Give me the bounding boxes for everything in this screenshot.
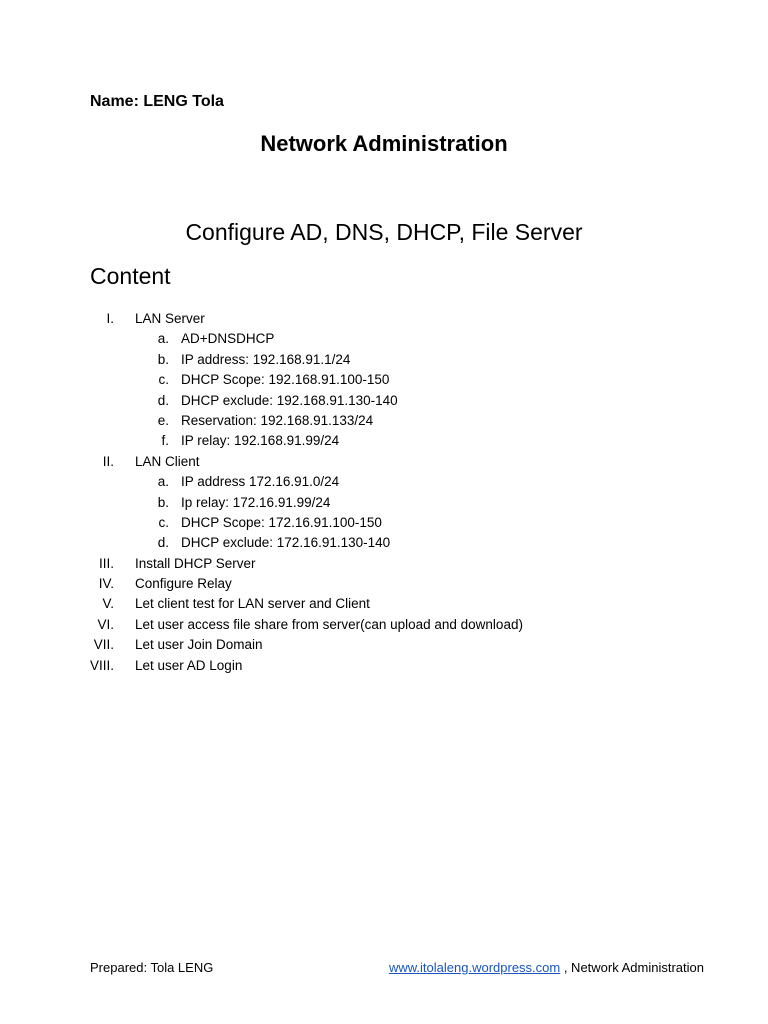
footer-prepared: Prepared: Tola LENG [90,960,214,975]
outline-subitem-letter: d. [157,535,169,551]
outline-item-text: LAN Server [135,311,205,326]
outline-item [0,594,768,614]
outline-subitem-text: AD+DNSDHCP [181,331,275,347]
outline-item-number: IV. [98,576,114,592]
content-outline [0,309,768,676]
outline-subitem [0,493,768,513]
outline-subitem-text: DHCP exclude: 192.168.91.130-140 [181,392,398,408]
outline-item [0,309,768,329]
outline-subitem-letter: c. [158,514,169,530]
outline-subitem-text: DHCP exclude: 172.16.91.130-140 [181,535,391,551]
outline-subitem-text: IP address: 192.168.91.1/24 [181,351,351,367]
outline-subitem-text: Reservation: 192.168.91.133/24 [181,412,374,428]
outline-subitem [0,391,768,411]
outline-item-number: VII. [93,637,114,653]
outline-subitem [0,370,768,390]
outline-item [0,615,768,635]
outline-subitem [0,350,768,370]
outline-item-number: V. [102,596,114,612]
outline-subitem-text: IP address 172.16.91.0/24 [181,474,340,490]
outline-subitem-letter: a. [157,331,169,347]
outline-item [0,656,768,676]
outline-item [0,554,768,574]
outline-subitem [0,513,768,533]
outline-subitem-letter: c. [158,372,169,388]
outline-item-text: Let user access file share from server(can upload and download) [135,616,523,632]
outline-item-number: VIII. [89,657,114,673]
outline-subitem [0,533,768,553]
document-title: Network Administration [260,131,508,156]
outline-subitem-text: IP relay: 192.168.91.99/24 [181,433,340,449]
content-heading: Content [90,263,171,289]
outline-subitem-text: DHCP Scope: 192.168.91.100-150 [181,372,390,388]
outline-item-text: Let client test for LAN server and Client [135,596,370,612]
outline-subitem-text: Ip relay: 172.16.91.99/24 [181,494,331,510]
outline-item [0,452,768,472]
outline-item-text: Let user Join Domain [135,637,263,653]
outline-item-number: III. [98,555,114,571]
outline-item-text: Install DHCP Server [135,555,256,571]
document-subtitle: Configure AD, DNS, DHCP, File Server [185,219,583,245]
outline-subitem-letter: f. [161,433,169,449]
outline-subitem [0,431,768,451]
outline-subitem-letter: b. [157,494,169,510]
outline-subitem [0,329,768,349]
outline-subitem-letter: d. [157,392,169,408]
footer-right [389,960,704,975]
outline-subitem-text: DHCP Scope: 172.16.91.100-150 [181,514,382,530]
outline-subitem-letter: b. [157,351,169,367]
outline-subitem-letter: a. [157,474,169,490]
outline-item-text: Let user AD Login [135,657,243,673]
outline-item-text: Configure Relay [135,576,232,592]
outline-item-number: VI. [97,616,114,632]
outline-item [0,574,768,594]
name-line: Name: LENG Tola [90,93,224,110]
outline-subitem [0,411,768,431]
outline-item-number: I. [106,311,114,326]
outline-subitem [0,472,768,492]
footer-suffix: , Network Administration [560,960,704,975]
footer-website-link[interactable]: www.itolaleng.wordpress.com [388,960,561,975]
outline-item [0,635,768,655]
outline-subitem-letter: e. [157,412,169,428]
outline-item-text: LAN Client [135,453,200,469]
outline-item-number: II. [102,453,114,469]
